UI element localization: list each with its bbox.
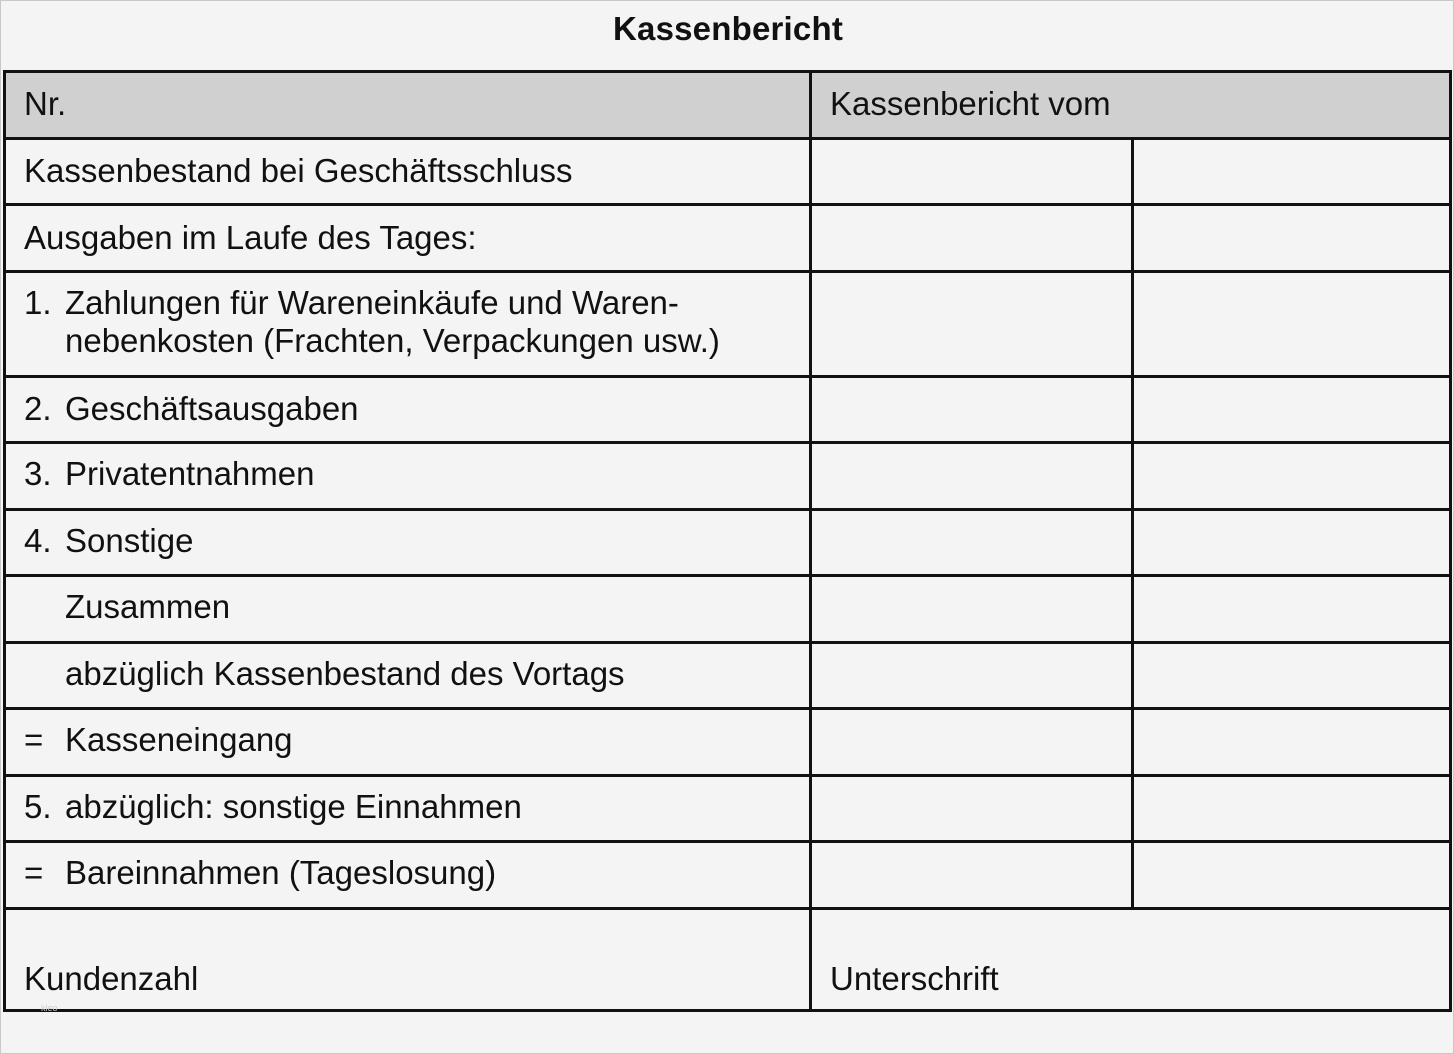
- value-field-2[interactable]: [1134, 140, 1449, 203]
- row-label: Kassenbestand bei Geschäftsschluss: [24, 152, 573, 189]
- value-field-1[interactable]: [812, 140, 1134, 203]
- value-field-1[interactable]: [812, 644, 1134, 707]
- table-row-cash-receipts: [6, 710, 1449, 777]
- value-field-2[interactable]: [1134, 511, 1449, 574]
- footer-row: [6, 910, 1449, 1009]
- signature-field[interactable]: [812, 910, 1449, 1009]
- value-field-1[interactable]: [812, 273, 1134, 375]
- table-row-goods-purchases: [6, 273, 1449, 378]
- row-label: 3. Privatentnahmen: [24, 455, 315, 492]
- row-label: = Kasseneingang: [24, 721, 293, 758]
- row-label: 5. abzüglich: sonstige Einnahmen: [24, 788, 522, 825]
- value-field-1[interactable]: [812, 710, 1134, 774]
- row-label: Ausgaben im Laufe des Tages:: [24, 219, 477, 256]
- customer-count-label: Kundenzahl: [24, 960, 199, 997]
- row-number: 2.: [24, 390, 52, 427]
- customer-count-field[interactable]: [6, 910, 812, 1009]
- table-row-business-expenses: [6, 378, 1449, 444]
- value-field-2[interactable]: [1134, 378, 1449, 441]
- value-field-1[interactable]: [812, 777, 1134, 840]
- table-row-cash-takings: [6, 843, 1449, 910]
- header-nr-label: Nr.: [24, 85, 67, 122]
- row-number: 3.: [24, 455, 52, 492]
- row-number: 4.: [24, 522, 52, 559]
- table-row-previous-day-balance: [6, 644, 1449, 710]
- value-field-1[interactable]: [812, 206, 1134, 270]
- row-label: 1. Zahlungen für Wareneinkäufe und Waren-: [24, 284, 679, 321]
- value-field-1[interactable]: [812, 378, 1134, 441]
- value-field-2[interactable]: [1134, 444, 1449, 508]
- row-number: 5.: [24, 788, 52, 825]
- row-label: 4. Sonstige: [24, 522, 194, 559]
- value-field-2[interactable]: [1134, 777, 1449, 840]
- document-title: Kassenbericht: [612, 10, 844, 47]
- table-row-subtotal: [6, 577, 1449, 644]
- value-field-1[interactable]: [812, 511, 1134, 574]
- signature-label: Unterschrift: [830, 960, 999, 997]
- table-row-daily-expenses-heading: [6, 206, 1449, 273]
- value-field-2[interactable]: [1134, 710, 1449, 774]
- value-field-2[interactable]: [1134, 577, 1449, 641]
- value-field-2[interactable]: [1134, 206, 1449, 270]
- value-field-1[interactable]: [812, 843, 1134, 907]
- equals-sign: =: [24, 854, 44, 891]
- header-row: [6, 73, 1449, 140]
- header-date-label: Kassenbericht vom: [830, 85, 1111, 122]
- row-number: 1.: [24, 284, 52, 321]
- value-field-2[interactable]: [1134, 644, 1449, 707]
- row-label: abzüglich Kassenbestand des Vortags: [65, 655, 625, 692]
- header-date-cell[interactable]: [812, 73, 1449, 137]
- value-field-2[interactable]: [1134, 843, 1449, 907]
- row-label: 2. Geschäftsausgaben: [24, 390, 359, 427]
- row-label-line2: nebenkosten (Frachten, Verpackungen usw.): [65, 322, 720, 359]
- value-field-1[interactable]: [812, 444, 1134, 508]
- watermark: kleo: [41, 1003, 58, 1013]
- cash-report-form: [3, 70, 1452, 1012]
- value-field-2[interactable]: [1134, 273, 1449, 375]
- table-row-other-income: [6, 777, 1449, 843]
- table-row-closing-balance: [6, 140, 1449, 206]
- header-nr-cell: [6, 73, 812, 137]
- equals-sign: =: [24, 721, 44, 758]
- table-row-other: [6, 511, 1449, 577]
- table-row-private-withdrawals: [6, 444, 1449, 511]
- row-label: Zusammen: [65, 588, 231, 625]
- value-field-1[interactable]: [812, 577, 1134, 641]
- row-label: = Bareinnahmen (Tageslosung): [24, 854, 497, 891]
